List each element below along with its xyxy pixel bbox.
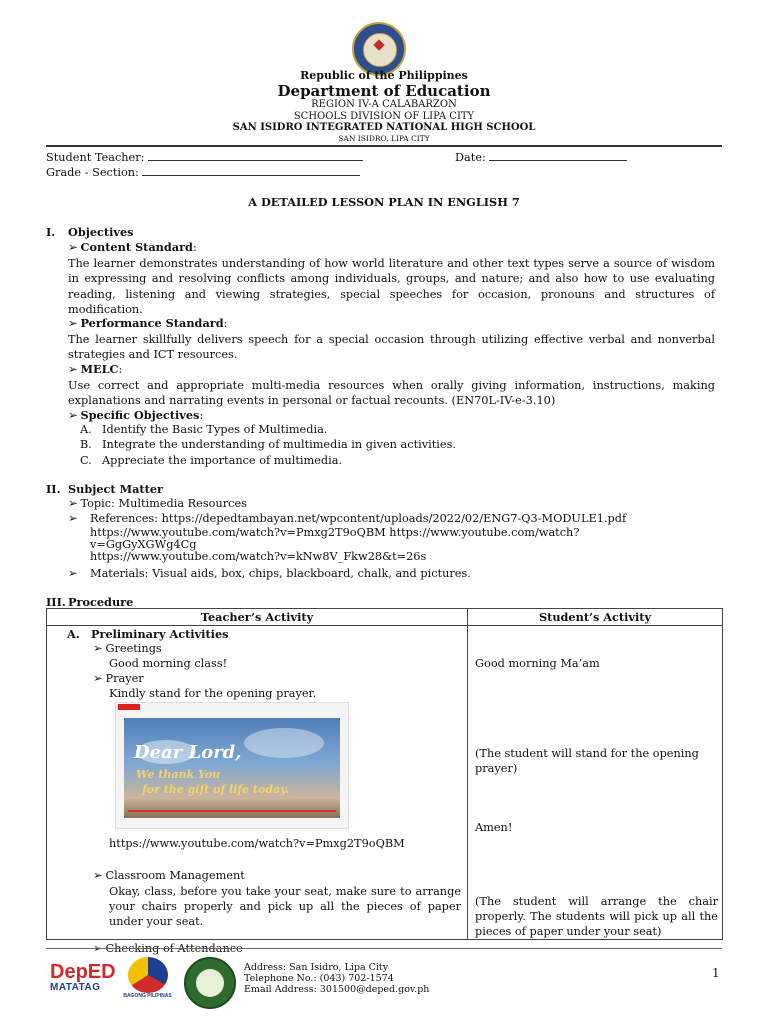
header-divider — [46, 145, 722, 147]
reference-link[interactable]: References: https://depedtambayan.net/wpcontent/uploads/2022/02/ENG7-Q3-MODULE1.pdf — [90, 512, 627, 525]
objective-item: C. Appreciate the importance of multimedia. — [80, 454, 343, 467]
classroom-management-text: Okay, class, before you take your seat, make sure to arrange your chairs properly and pick up all the pieces of paper under your seat. — [109, 885, 461, 928]
video-frame — [124, 718, 340, 818]
student-teacher-blank[interactable] — [148, 150, 363, 161]
references-item: ➢ References: https://depedtambayan.net/wpcontent/uploads/2022/02/ENG7-Q3-MODULE1.pdf — [68, 512, 627, 525]
footer-contact — [244, 962, 429, 995]
objective-item: A. Identify the Basic Types of Multimedia. — [80, 423, 328, 436]
footer-email: Email Address: 301500@deped.gov.ph — [244, 984, 430, 995]
student-response-2: (The student will stand for the opening prayer) — [475, 747, 699, 775]
video-title-line2: We thank You — [136, 768, 221, 781]
footer-telephone: Telephone No.: (043) 702-1574 — [244, 973, 394, 984]
date-blank[interactable] — [489, 150, 627, 161]
video-title-line1: Dear Lord, — [134, 742, 242, 763]
school-seal-logo — [184, 957, 236, 1009]
region-text: REGION IV-A CALABARZON — [311, 99, 457, 110]
objectives-numeral: I. — [46, 225, 56, 239]
reference-link[interactable]: https://www.youtube.com/watch?v=kNw8V_Fkw28&t=26s — [90, 550, 427, 563]
division-text: SCHOOLS DIVISION OF LIPA CITY — [293, 111, 475, 122]
performance-standard-text: The learner skillfully delivers speech for a special occasion through utilizing effective verbal and nonverbal strategies and ICT resources. — [68, 333, 715, 362]
subject-matter-numeral: II. — [46, 482, 61, 496]
school-name: SAN ISIDRO INTEGRATED NATIONAL HIGH SCHOOL — [232, 122, 536, 133]
page-number: 1 — [712, 966, 720, 980]
content-standard-heading: ➢ Content Standard: — [68, 240, 197, 254]
subject-matter-heading: Subject Matter — [68, 482, 163, 496]
grade-section-label: Grade - Section: — [46, 166, 139, 179]
student-teacher-label: Student Teacher: — [46, 151, 145, 164]
student-response-1: Good morning Ma’am — [475, 657, 600, 670]
teacher-activity-cell — [47, 626, 468, 955]
lesson-plan-title: A DETAILED LESSON PLAN IN ENGLISH 7 — [248, 195, 520, 209]
deped-seal-logo — [352, 22, 406, 76]
youtube-logo-icon — [118, 704, 140, 710]
prelim-letter: A. — [67, 627, 80, 641]
footer-divider — [46, 948, 722, 949]
prelim-heading: Preliminary Activities — [91, 627, 229, 641]
procedure-numeral: III. — [46, 595, 66, 609]
topic-item: ➢ Topic: Multimedia Resources — [68, 497, 247, 510]
classroom-management-item: ➢ Classroom Management — [93, 869, 245, 882]
teacher-activity-header: Teacher’s Activity — [47, 609, 468, 626]
attendance-item: ➢ Checking of Attendance — [93, 942, 243, 955]
greetings-item: ➢ Greetings — [93, 642, 162, 655]
procedure-table — [46, 608, 723, 955]
date-label: Date: — [455, 151, 486, 164]
objective-item: B. Integrate the understanding of multimedia in given activities. — [80, 438, 456, 451]
materials-item: ➢ Materials: Visual aids, box, chips, blackboard, chalk, and pictures. — [68, 567, 471, 580]
prayer-video[interactable] — [115, 702, 349, 829]
grade-section-field — [46, 165, 360, 179]
department-title: Department of Education — [277, 82, 491, 100]
performance-standard-heading: ➢ Performance Standard: — [68, 316, 227, 330]
specific-objectives-heading: ➢ Specific Objectives: — [68, 408, 203, 422]
student-activity-header: Student’s Activity — [468, 609, 723, 626]
date-field — [455, 150, 627, 164]
bagong-pilipinas-logo: BAGONG PILIPINAS — [120, 957, 175, 1005]
procedure-heading: Procedure — [68, 595, 134, 609]
deped-matatag-logo: DepED MATATAG — [50, 961, 116, 993]
prayer-text: Kindly stand for the opening prayer. — [109, 687, 317, 700]
prayer-link[interactable]: https://www.youtube.com/watch?v=Pmxg2T9oQBM — [109, 837, 405, 850]
prayer-item: ➢ Prayer — [93, 672, 144, 685]
student-response-4: (The student will arrange the chair properly. The students will pick up all the pieces of paper under your seat) — [475, 895, 718, 938]
grade-section-blank[interactable] — [142, 165, 360, 176]
video-progress-bar[interactable] — [128, 810, 336, 812]
student-response-3: Amen! — [475, 821, 513, 834]
content-standard-text: The learner demonstrates understanding of how world literature and other text types serve a source of wisdom in expressing and resolving conflicts among individuals, groups, and nature; and also how to use evaluating reading, listening and viewing strategies, special speeches for occasion, pronouns and structures of modification. — [68, 257, 715, 316]
footer-address: Address: San Isidro, Lipa City — [244, 962, 389, 973]
video-title-line3: for the gift of life today. — [142, 783, 290, 796]
melc-heading: ➢ MELC: — [68, 362, 122, 376]
greetings-text: Good morning class! — [109, 657, 228, 670]
objectives-heading: Objectives — [68, 225, 134, 239]
reference-link[interactable]: v=GgGyXGWg4Cg — [90, 538, 197, 551]
republic-text: Republic of the Philippines — [300, 69, 468, 82]
school-address: SAN ISIDRO, LIPA CITY — [338, 134, 430, 143]
melc-text: Use correct and appropriate multi-media resources when orally giving information, instructions, making explanations and narrating events in personal or factual recounts. (EN70L-IV-e-3.10) — [68, 379, 715, 408]
reference-link[interactable]: https://www.youtube.com/watch?v=Pmxg2T9oQBM https://www.youtube.com/watch? — [90, 526, 580, 539]
student-teacher-field — [46, 150, 363, 164]
student-activity-cell — [468, 626, 723, 940]
